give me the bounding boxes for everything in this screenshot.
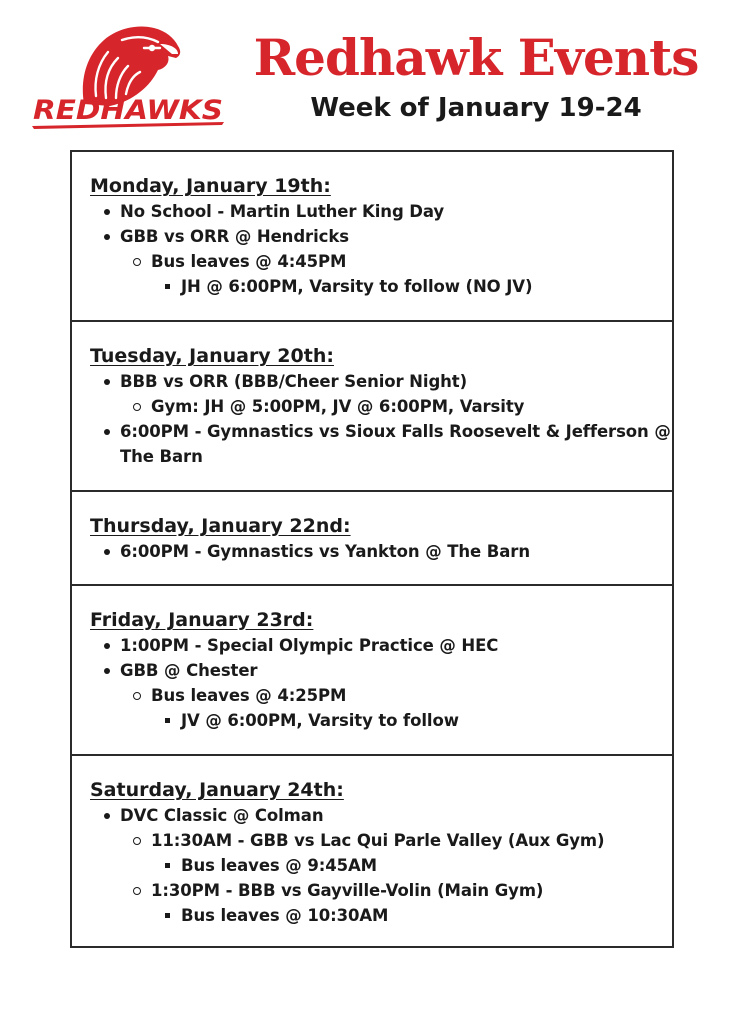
event-item: 1:30PM - BBB vs Gayville-Volin (Main Gym) (151, 881, 544, 900)
event-item: JV @ 6:00PM, Varsity to follow (181, 711, 459, 730)
bullet-circle-icon (133, 692, 141, 700)
event-item: JH @ 6:00PM, Varsity to follow (NO JV) (181, 277, 533, 296)
event-item: Bus leaves @ 4:25PM (151, 686, 347, 705)
bullet-dot-icon (104, 379, 110, 385)
event-item: BBB vs ORR (BBB/Cheer Senior Night) (120, 372, 468, 391)
bullet-circle-icon (133, 887, 141, 895)
bullet-circle-icon (133, 258, 141, 266)
event-item: 11:30AM - GBB vs Lac Qui Parle Valley (Aux Gym) (151, 831, 605, 850)
events-schedule (70, 150, 674, 948)
bullet-square-icon (165, 718, 170, 723)
event-item: GBB vs ORR @ Hendricks (120, 227, 349, 246)
event-item: No School - Martin Luther King Day (120, 202, 445, 221)
hawk-head-icon (26, 18, 230, 130)
bullet-circle-icon (133, 403, 141, 411)
day-title: Tuesday, January 20th: (90, 345, 334, 367)
bullet-dot-icon (104, 234, 110, 240)
bullet-dot-icon (104, 549, 110, 555)
event-item: Bus leaves @ 10:30AM (181, 906, 389, 925)
day-block-thursday (72, 492, 672, 586)
bullet-circle-icon (133, 837, 141, 845)
day-title: Friday, January 23rd: (90, 609, 314, 631)
day-block-monday (72, 152, 672, 322)
day-block-tuesday (72, 322, 672, 492)
event-item: GBB @ Chester (120, 661, 258, 680)
bullet-square-icon (165, 863, 170, 868)
day-block-friday (72, 586, 672, 756)
bullet-dot-icon (104, 429, 110, 435)
bullet-dot-icon (104, 668, 110, 674)
event-item: DVC Classic @ Colman (120, 806, 324, 825)
day-title: Monday, January 19th: (90, 175, 331, 197)
day-title: Thursday, January 22nd: (90, 515, 351, 537)
logo-text: REDHAWKS (33, 95, 224, 126)
event-item: 1:00PM - Special Olympic Practice @ HEC (120, 636, 499, 655)
event-item-continuation: The Barn (120, 447, 203, 466)
event-item: Bus leaves @ 4:45PM (151, 252, 347, 271)
bullet-dot-icon (104, 643, 110, 649)
bullet-dot-icon (104, 813, 110, 819)
day-block-saturday (72, 756, 672, 946)
bullet-square-icon (165, 284, 170, 289)
event-item: 6:00PM - Gymnastics vs Sioux Falls Roosevelt & Jefferson @ (120, 422, 671, 441)
day-title: Saturday, January 24th: (90, 779, 344, 801)
bullet-dot-icon (104, 209, 110, 215)
redhawks-logo (26, 18, 230, 130)
event-item: Bus leaves @ 9:45AM (181, 856, 377, 875)
page-title: Redhawk Events (253, 28, 699, 87)
page-subtitle: Week of January 19-24 (310, 93, 642, 123)
event-item: Gym: JH @ 5:00PM, JV @ 6:00PM, Varsity (151, 397, 525, 416)
bullet-square-icon (165, 913, 170, 918)
event-item: 6:00PM - Gymnastics vs Yankton @ The Barn (120, 542, 530, 561)
